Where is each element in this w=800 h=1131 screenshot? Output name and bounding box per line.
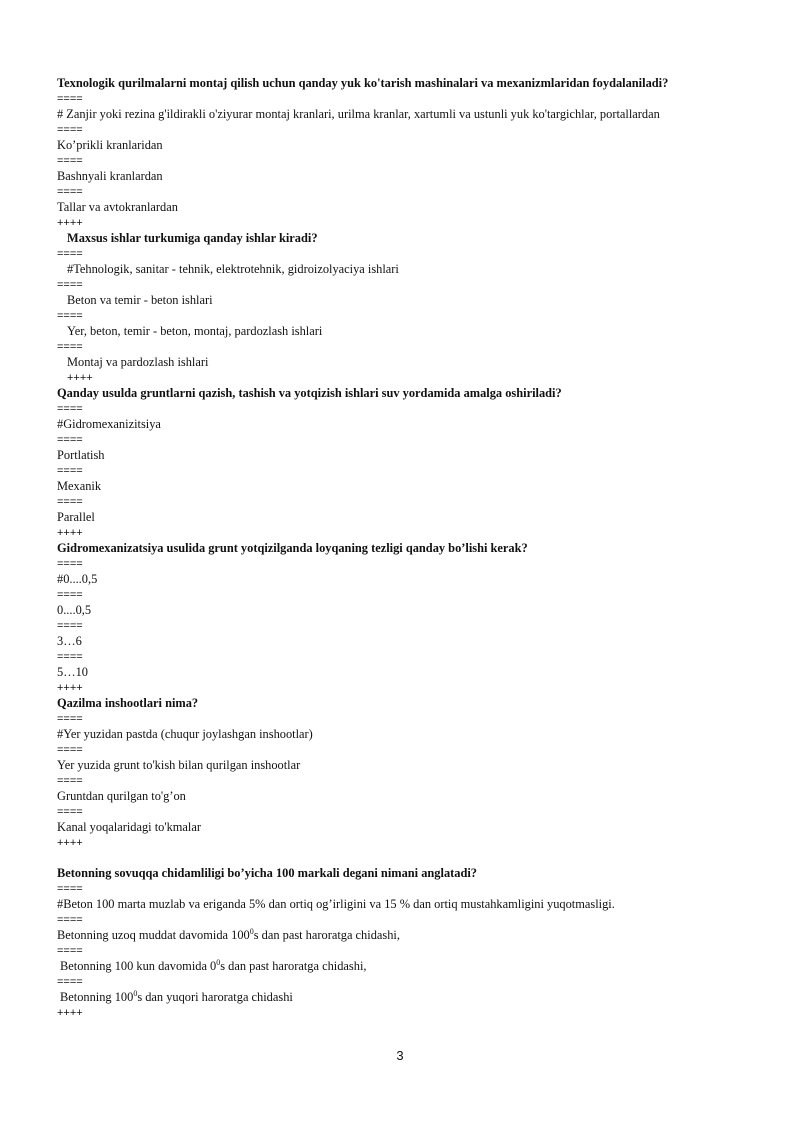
separator: ==== — [57, 185, 83, 198]
answer-option: Bashnyali kranlardan — [57, 169, 163, 183]
answer-option: #Gidromexanizitsiya — [57, 417, 161, 431]
separator: ==== — [57, 464, 83, 477]
end-separator: ++++ — [57, 836, 83, 849]
question-list — [57, 76, 719, 1021]
answer-option: Yer, beton, temir - beton, montaj, pardozlash ishlari — [67, 324, 323, 338]
degree-superscript: 0 — [216, 957, 221, 967]
separator: ==== — [57, 123, 83, 136]
answer-option: Gruntdan qurilgan to'g’on — [57, 789, 186, 803]
answer-option: Parallel — [57, 510, 95, 524]
answer-option: #Yer yuzidan pastda (chuqur joylashgan inshootlar) — [57, 727, 313, 741]
option-text: Betonning 100 — [60, 990, 134, 1004]
separator: ==== — [57, 805, 83, 818]
answer-option: Montaj va pardozlash ishlari — [67, 355, 209, 369]
answer-option — [57, 959, 719, 975]
blank-line — [57, 851, 719, 866]
answer-option: Tallar va avtokranlardan — [57, 200, 178, 214]
separator: ==== — [57, 557, 83, 570]
end-separator: ++++ — [57, 526, 83, 539]
answer-option: 3…6 — [57, 634, 82, 648]
degree-superscript: 0 — [133, 988, 138, 998]
question-3: Qanday usulda gruntlarni qazish, tashish va yotqizish ishlari suv yordamida amalga oshiriladi? — [57, 386, 562, 400]
separator: ==== — [57, 712, 83, 725]
separator: ==== — [57, 309, 83, 322]
option-text: s dan yuqori haroratga chidashi — [137, 990, 293, 1004]
answer-option: #0....0,5 — [57, 572, 98, 586]
separator: ==== — [57, 619, 83, 632]
question-1: Texnologik qurilmalarni montaj qilish uchun qanday yuk ko'tarish mashinalari va mexanizmlaridan foydalaniladi? — [57, 76, 669, 90]
separator: ==== — [57, 278, 83, 291]
option-text: s dan past haroratga chidashi, — [253, 928, 400, 942]
separator: ==== — [57, 154, 83, 167]
answer-option: #Beton 100 marta muzlab va eriganda 5% dan ortiq og’irligini va 15 % dan ortiq mustahkamligini yuqotmasligi. — [57, 897, 615, 911]
separator: ==== — [57, 495, 83, 508]
end-separator: ++++ — [57, 216, 83, 229]
answer-option: 5…10 — [57, 665, 88, 679]
answer-option: Yer yuzida grunt to'kish bilan qurilgan inshootlar — [57, 758, 301, 772]
answer-option: #Tehnologik, sanitar - tehnik, elektrotehnik, gidroizolyaciya ishlari — [67, 262, 399, 276]
answer-option — [57, 928, 719, 944]
answer-option: Mexanik — [57, 479, 102, 493]
answer-option: # Zanjir yoki rezina g'ildirakli o'ziyurar montaj kranlari, urilma kranlar, xartumli va ustunli yuk ko'targichlar, portallardan — [57, 107, 660, 121]
question-6: Betonning sovuqqa chidamliligi bo’yicha 100 markali degani nimani anglatadi? — [57, 866, 477, 880]
degree-superscript: 0 — [249, 926, 254, 936]
option-text: s dan past haroratga chidashi, — [220, 959, 367, 973]
separator: ==== — [57, 774, 83, 787]
separator: ==== — [57, 975, 83, 988]
option-text: Betonning 100 kun davomida 0 — [60, 959, 217, 973]
option-text: Betonning uzoq muddat davomida 100 — [57, 928, 250, 942]
end-separator: ++++ — [57, 1006, 83, 1019]
end-separator: ++++ — [67, 371, 93, 384]
answer-option: 0....0,5 — [57, 603, 92, 617]
end-separator: ++++ — [57, 681, 83, 694]
separator: ==== — [57, 247, 83, 260]
separator: ==== — [57, 588, 83, 601]
separator: ==== — [57, 340, 83, 353]
answer-option — [57, 990, 719, 1006]
separator: ==== — [57, 433, 83, 446]
separator: ==== — [57, 650, 83, 663]
separator: ==== — [57, 944, 83, 957]
separator: ==== — [57, 92, 83, 105]
question-4: Gidromexanizatsiya usulida grunt yotqizilganda loyqaning tezligi qanday bo’lishi kerak? — [57, 541, 528, 555]
separator: ==== — [57, 402, 83, 415]
answer-option: Ko’prikli kranlaridan — [57, 138, 163, 152]
page-number: 3 — [396, 1048, 404, 1063]
question-2: Maxsus ishlar turkumiga qanday ishlar kiradi? — [67, 231, 318, 245]
question-5: Qazilma inshootlari nima? — [57, 696, 199, 710]
answer-option: Kanal yoqalaridagi to'kmalar — [57, 820, 201, 834]
separator: ==== — [57, 743, 83, 756]
answer-option: Beton va temir - beton ishlari — [67, 293, 213, 307]
separator: ==== — [57, 882, 83, 895]
separator: ==== — [57, 913, 83, 926]
answer-option: Portlatish — [57, 448, 105, 462]
